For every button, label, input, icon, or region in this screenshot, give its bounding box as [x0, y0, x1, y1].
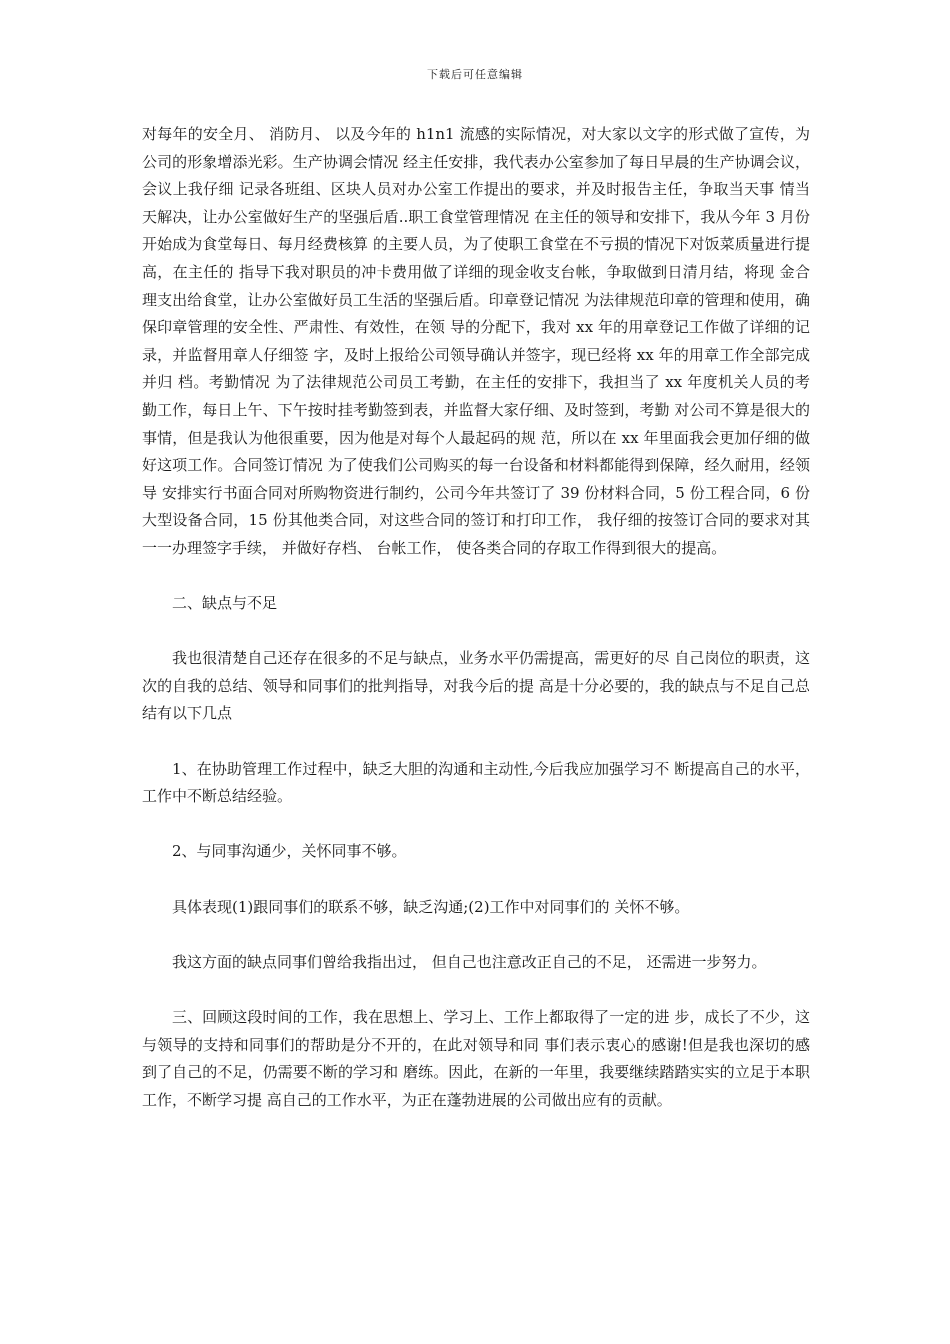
header-note: 下载后可任意编辑	[427, 68, 523, 81]
paragraph-specifics: 具体表现(1)跟同事们的联系不够，缺乏沟通;(2)工作中对同事们的 关怀不够。	[172, 897, 690, 916]
paragraph-point-2: 2、与同事沟通少，关怀同事不够。	[172, 842, 407, 861]
paragraph-feedback: 我这方面的缺点同事们曾给我指出过， 但自己也注意改正自己的不足， 还需进一步努力。	[172, 952, 767, 971]
paragraph-shortcomings-intro: 我也很清楚自己还存在很多的不足与缺点，业务水平仍需提高，需更好的尽 自己岗位的职责，这次的自我的总结、领导和同事们的批判指导，对我今后的提 高是十分必要的，我的缺点与不足自己总结有以下几点	[142, 649, 810, 723]
paragraph-point-1: 1、在协助管理工作过程中，缺乏大胆的沟通和主动性,今后我应加强学习不 断提高自己的水平，工作中不断总结经验。	[142, 759, 810, 806]
paragraph-conclusion: 三、回顾这段时间的工作，我在思想上、学习上、工作上都取得了一定的进 步，成长了不少，这与领导的支持和同事们的帮助是分不开的，在此对领导和同 事们表示衷心的感谢!但是我也深切的感到了自己的不足，仍需要不断的学习和 磨练。因此，在新的一年里，我要继续踏踏实实的立足于本职工作，不断学习提 高自己的工作水平，为正在蓬勃进展的公司做出应有的贡献。	[142, 1008, 810, 1109]
document-body	[142, 121, 810, 1114]
paragraph-work-summary: 对每年的安全月、 消防月、 以及今年的 h1n1 流感的实际情况，对大家以文字的形式做了宣传，为公司的形象增添光彩。生产协调会情况 经主任安排，我代表办公室参加了每日早晨的生产协调会议，会议上我仔细 记录各班组、区块人员对办公室工作提出的要求，并及时报告主任，争取当天事 情当天解决，让办公室做好生产的坚强后盾..职工食堂管理情况 在主任的领导和安排下，我从今年 3 月份开始成为食堂每日、每月经费核算 的主要人员，为了使职工食堂在不亏损的情况下对饭菜质量进行提高，在主任的 指导下我对职员的冲卡费用做了详细的现金收支台帐，争取做到日清月结，将现 金合理支出给食堂，让办公室做好员工生活的坚强后盾。印章登记情况 为法律规范印章的管理和使用，确保印章管理的安全性、严肃性、有效性，在领 导的分配下，我对 xx 年的用章登记工作做了详细的记录，并监督用章人仔细签 字，及时上报给公司领导确认并签字，现已经将 xx 年的用章工作全部完成并归 档。考勤情况 为了法律规范公司员工考勤，在主任的安排下，我担当了 xx 年度机关人员的考 勤工作，每日上午、下午按时挂考勤签到表，并监督大家仔细、及时签到，考勤 对公司不算是很大的事情，但是我认为他很重要，因为他是对每个人最起码的规 范，所以在 xx 年里面我会更加仔细的做好这项工作。合同签订情况 为了使我们公司购买的每一台设备和材料都能得到保障，经久耐用，经领导 安排实行书面合同对所购物资进行制约，公司今年共签订了 39 份材料合同，5 份工程合同，6 份大型设备合同，15 份其他类合同，对这些合同的签订和打印工作， 我仔细的按签订合同的要求对其一一办理签字手续， 并做好存档、 台帐工作， 使各类合同的存取工作得到很大的提高。	[142, 125, 810, 557]
section-heading-shortcomings: 二、缺点与不足	[172, 594, 278, 613]
